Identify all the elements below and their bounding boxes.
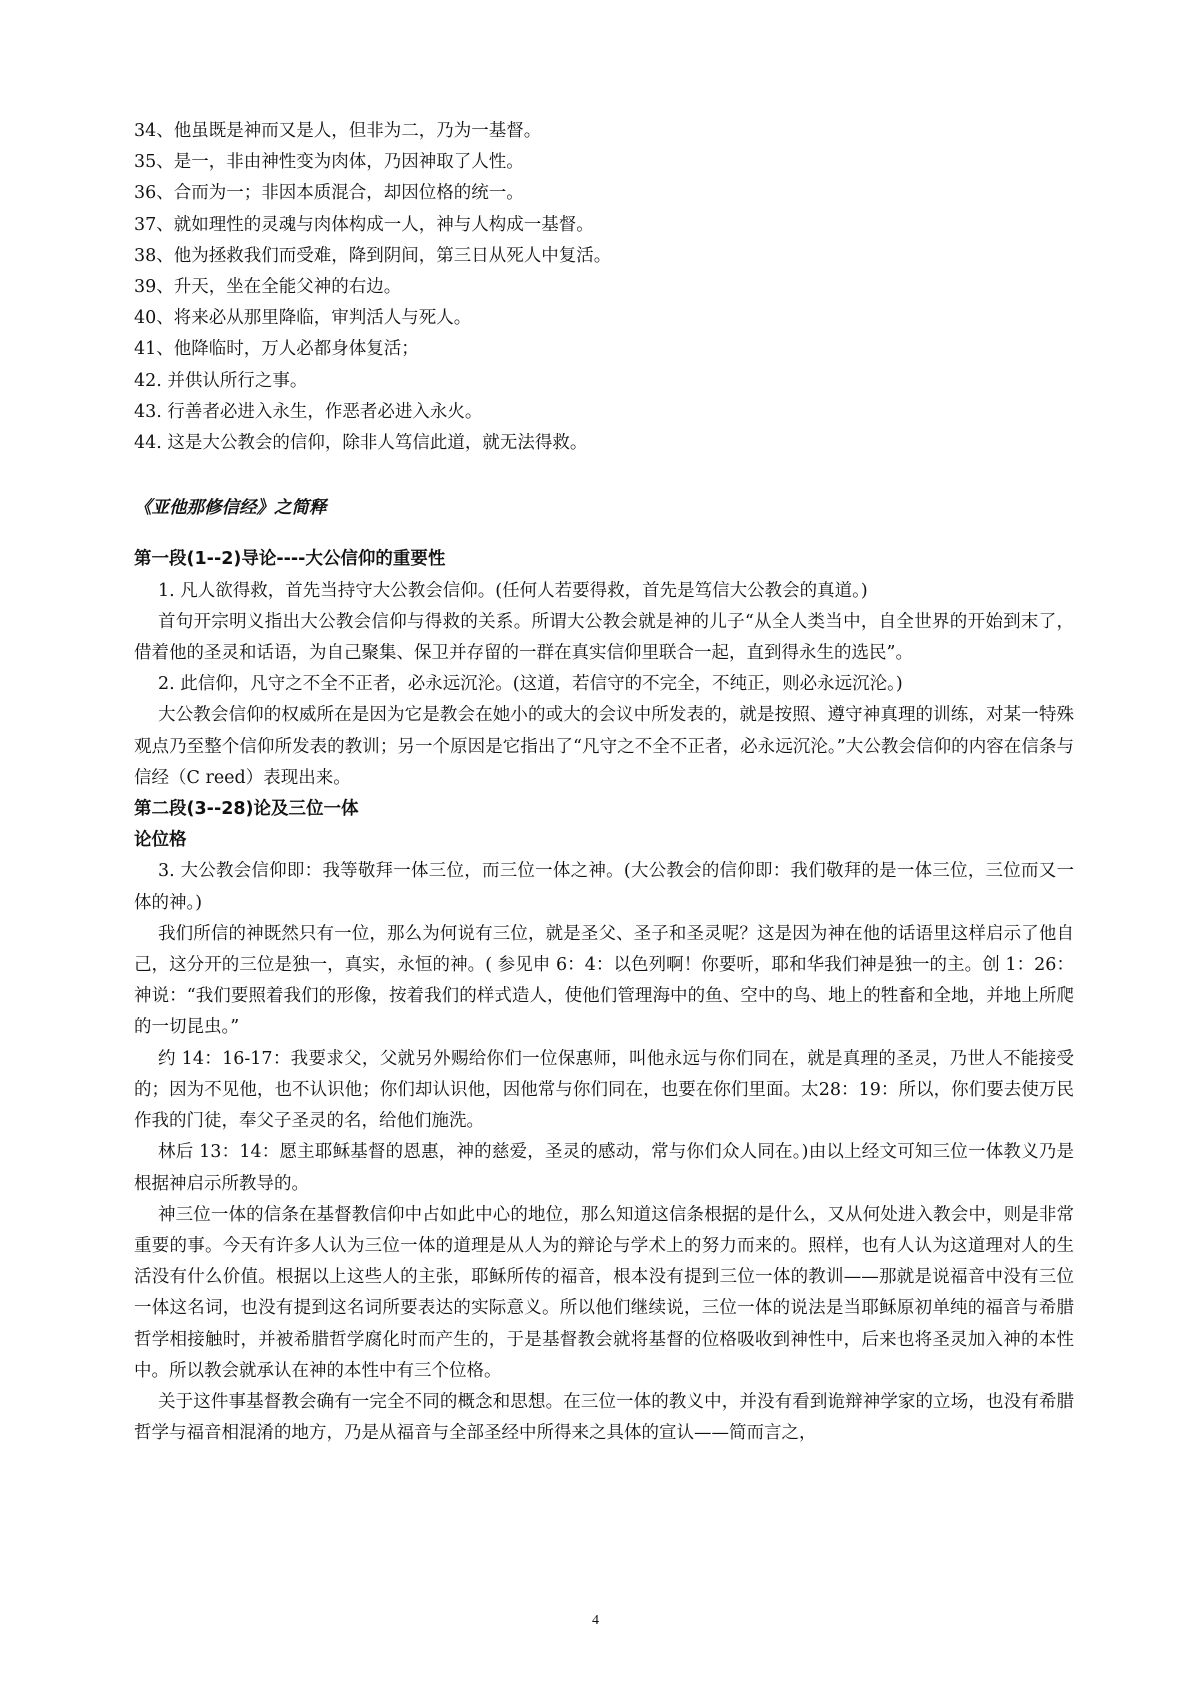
part2-paragraph: 关于这件事基督教会确有一完全不同的概念和思想。在三位一体的教义中，并没有看到诡辩神学家的立场，也没有希腊哲学与福音相混淆的地方，乃是从福音与全部圣经中所得来之具体的宣认——简而言之， bbox=[134, 1391, 1074, 1444]
part1-heading: 第一段(1--2)导论----大公信仰的重要性 bbox=[134, 549, 446, 570]
creed-item: 34、他虽既是神而又是人，但非为二，乃为一基督。 bbox=[134, 121, 542, 141]
section-title: 《亚他那修信经》之简释 bbox=[134, 498, 327, 519]
creed-items-list bbox=[134, 116, 1074, 459]
part2-paragraph: 约 14：16-17：我要求父，父就另外赐给你们一位保惠师，叫他永远与你们同在，就是真理的圣灵，乃世人不能接受的；因为不见他，也不认识他；你们却认识他，因他常与你们同在，也要在你们里面。太28：19：所以，你们要去使万民作我的门徒，奉父子圣灵的名，给他们施洗。 bbox=[134, 1048, 1074, 1132]
part2-paragraph: 神三位一体的信条在基督教信仰中占如此中心的地位，那么知道这信条根据的是什么，又从何处进入教会中，则是非常重要的事。今天有许多人认为三位一体的道理是从人为的辩论与学术上的努力而来的。照样，也有人认为这道理对人的生活没有什么价值。根据以上这些人的主张，耶稣所传的福音，根本没有提到三位一体的教训——那就是说福音中没有三位一体这名词，也没有提到这名词所要表达的实际意义。所以他们继续说，三位一体的说法是当耶稣原初单纯的福音与希腊哲学相接触时，并被希腊哲学腐化时而产生的，于是基督教会就将基督的位格吸收到神性中，后来也将圣灵加入神的本性中。所以教会就承认在神的本性中有三个位格。 bbox=[134, 1204, 1074, 1381]
creed-item: 36、合而为一；非因本质混合，却因位格的统一。 bbox=[134, 183, 524, 204]
creed-item: 40、将来必从那里降临，审判活人与死人。 bbox=[134, 308, 472, 329]
creed-item: 41、他降临时，万人必都身体复活； bbox=[134, 339, 419, 360]
part1-paragraph: 2. 此信仰，凡守之不全不正者，必永远沉沦。(这道，若信守的不完全，不纯正，则必永远沉沦。) bbox=[158, 674, 903, 695]
creed-item: 35、是一，非由神性变为肉体，乃因神取了人性。 bbox=[134, 152, 524, 173]
part1-paragraph: 1. 凡人欲得救，首先当持守大公教会信仰。(任何人若要得救，首先是笃信大公教会的真道。) bbox=[158, 580, 868, 601]
page-number: 4 bbox=[592, 1613, 599, 1628]
creed-item: 43. 行善者必进入永生，作恶者必进入永火。 bbox=[134, 401, 483, 422]
creed-item: 38、他为拯救我们而受难，降到阴间，第三日从死人中复活。 bbox=[134, 245, 612, 266]
creed-item: 37、就如理性的灵魂与肉体构成一人，神与人构成一基督。 bbox=[134, 214, 594, 235]
part2-paragraph: 我们所信的神既然只有一位，那么为何说有三位，就是圣父、圣子和圣灵呢？这是因为神在他的话语里这样启示了他自己，这分开的三位是独一，真实，永恒的神。( 参见申 6：4：以色列啊！你要听，耶和华我们神是独一的主。创 1：26：神说：“我们要照着我们的形像，按着我们的样式造人，使他们管理海中的鱼、空中的鸟、地上的牲畜和全地，并地上所爬的一切昆虫。” bbox=[134, 923, 1074, 1038]
part2-subheading: 论位格 bbox=[134, 830, 187, 851]
creed-item: 42. 并供认所行之事。 bbox=[134, 370, 308, 391]
part1-paragraph: 首句开宗明义指出大公教会信仰与得救的关系。所谓大公教会就是神的儿子“从全人类当中，自全世界的开始到末了，借着他的圣灵和话语，为自己聚集、保卫并存留的一群在真实信仰里联合一起，直到得永生的选民”。 bbox=[134, 611, 1074, 664]
creed-item: 44. 这是大公教会的信仰，除非人笃信此道，就无法得救。 bbox=[134, 433, 588, 454]
part2-paragraph: 林后 13：14：愿主耶稣基督的恩惠，神的慈爱，圣灵的感动，常与你们众人同在。)由以上经文可知三位一体教义乃是根据神启示所教导的。 bbox=[134, 1142, 1074, 1194]
creed-item: 39、升天，坐在全能父神的右边。 bbox=[134, 277, 402, 298]
part2-paragraph: 3. 大公教会信仰即：我等敬拜一体三位，而三位一体之神。(大公教会的信仰即：我们敬拜的是一体三位，三位而又一体的神。) bbox=[134, 861, 1074, 913]
page-content bbox=[134, 116, 1074, 1449]
part1-paragraph: 大公教会信仰的权威所在是因为它是教会在她小的或大的会议中所发表的，就是按照、遵守神真理的训练，对某一特殊观点乃至整个信仰所发表的教训；另一个原因是它指出了“凡守之不全不正者，必永远沉沦。”大公教会信仰的内容在信条与信经（C reed）表现出来。 bbox=[134, 705, 1074, 788]
part2-heading: 第二段(3--28)论及三位一体 bbox=[134, 799, 359, 820]
